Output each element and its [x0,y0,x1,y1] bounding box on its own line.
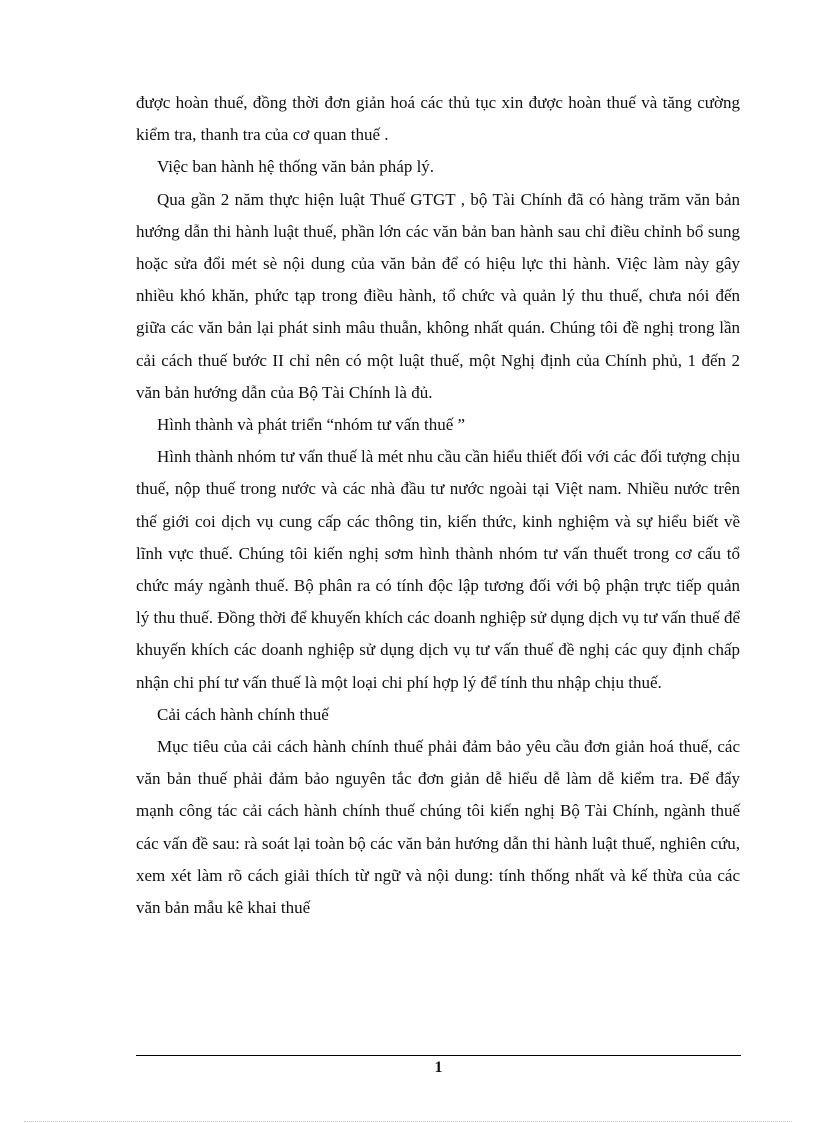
footer-rule [136,1055,741,1056]
paragraph-tax-advisory-heading: Hình thành và phát triển “nhóm tư vấn thuế ” [157,415,466,435]
page-bottom-dotted-border [24,1121,792,1122]
page-number: 1 [434,1059,443,1076]
paragraph-tax-refund-continuation: được hoàn thuế, đồng thời đơn giản hoá các thủ tục xin được hoàn thuế và tăng cường kiểm tra, thanh tra của cơ quan thuế . [136,93,740,145]
paragraph-tax-admin-reform-details: Mục tiêu của cải cách hành chính thuế phải đảm bảo yêu cầu đơn giản hoá thuế, các văn bản thuế phải đảm bảo nguyên tắc đơn giản dễ hiểu dễ làm dễ kiểm tra. Để đẩy mạnh công tác cải cách hành chính thuế chúng tôi kiến nghị Bộ Tài Chính, ngành thuế các vấn đề sau: rà soát lại toàn bộ các văn bản hướng dẫn thi hành luật thuế, nghiên cứu, xem xét làm rõ cách giải thích từ ngữ và nội dung: tính thống nhất và kế thừa của các văn bản mẫu kê khai thuế [136,737,740,918]
document-body [136,87,740,924]
paragraph-legal-documents-heading: Việc ban hành hệ thống văn bản pháp lý. [157,157,435,177]
paragraph-tax-admin-reform-heading: Cải cách hành chính thuế [157,704,329,724]
paragraph-tax-advisory-details: Hình thành nhóm tư vấn thuế là mét nhu cầu cần hiểu thiết đối với các đối tượng chịu thuế, nộp thuế trong nước và các nhà đầu tư nước ngoài tại Việt nam. Nhiều nước trên thế giới coi dịch vụ cung cấp các thông tin, kiến thức, kinh nghiệm và sự hiểu biết về lĩnh vực thuế. Chúng tôi kiến nghị sơm hình thành nhóm tư vấn thuết trong cơ cấu tổ chức máy ngành thuế. Bộ phân ra có tính độc lập tương đối với bộ phận trực tiếp quản lý thu thuế. Đồng thời để khuyến khích các doanh nghiệp sử dụng dịch vụ tư vấn thuế để khuyến khích các doanh nghiệp sử dụng dịch vụ tư vấn thuế đề nghị các quy định chấp nhận chi phí tư vấn thuế là một loại chi phí hợp lý để tính thu nhập chịu thuế. [136,447,740,692]
paragraph-vat-law-implementation: Qua gần 2 năm thực hiện luật Thuế GTGT , bộ Tài Chính đã có hàng trăm văn bản hướng dẫn thi hành luật thuế, phần lớn các văn bản ban hành sau chỉ điều chỉnh bổ sung hoặc sửa đổi mét sè nội dung của văn bản để có hiệu lực thi hành. Việc làm này gây nhiều khó khăn, phức tạp trong điều hành, tổ chức và quản lý thu thuế, chưa nói đến giữa các văn bản lại phát sinh mâu thuẫn, không nhất quán. Chúng tôi đề nghị trong lần cải cách thuế bước II chỉ nên có một luật thuế, một Nghị định của Chính phủ, 1 đến 2 văn bản hướng dẫn của Bộ Tài Chính là đủ. [136,189,740,402]
